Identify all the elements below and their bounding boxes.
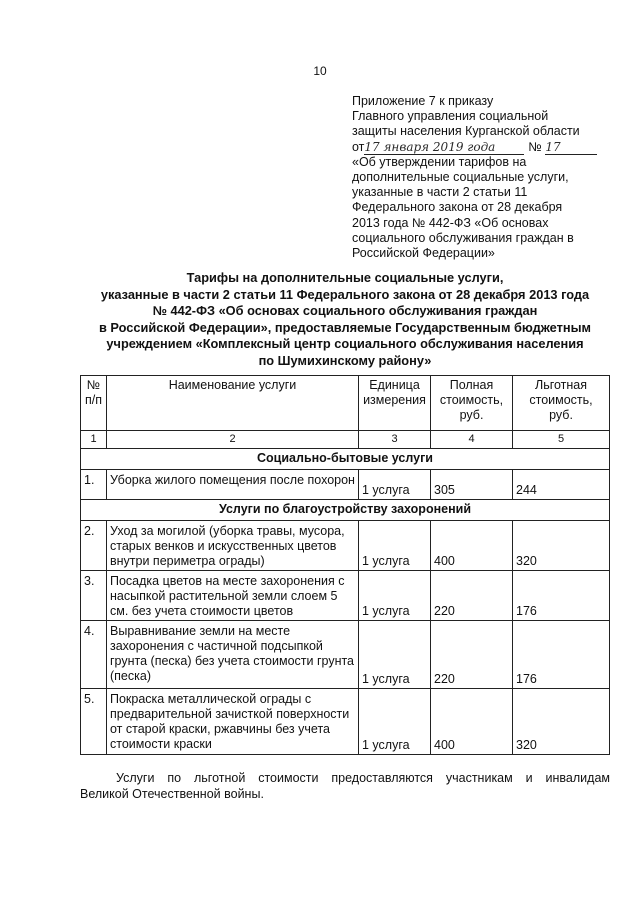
header-num: № п/п [81,376,107,431]
table-header-row [81,376,610,431]
row-number: 4. [81,621,107,689]
column-index: 5 [513,431,610,449]
document-title [80,270,610,370]
date-prefix: от [352,139,365,154]
subject-line: «Об утверждении тарифов на [352,154,527,169]
handwritten-number: 17 [545,140,597,155]
subject-line: 2013 года № 442-ФЗ «Об основах [352,215,549,230]
title-line: Тарифы на дополнительные социальные услуги, [186,270,504,285]
page-number: 10 [313,64,327,78]
column-index: 4 [431,431,513,449]
column-index: 1 [81,431,107,449]
row-number: 1. [81,470,107,500]
appendix-block [352,94,592,261]
discount-cost-cell: 176 [513,621,610,689]
service-name: Выравнивание земли на месте захоронения с частичной подсыпкой грунта (песка) без учета стоимости грунта (песка) [107,621,359,689]
title-line: указанные в части 2 статьи 11 Федерального закона от 28 декабря 2013 года [100,286,590,302]
header-name: Наименование услуги [107,376,359,431]
full-cost-cell: 400 [431,521,513,571]
appendix-line: защиты населения Курганской области [352,124,580,139]
row-number: 2. [81,521,107,571]
full-cost-cell: 305 [431,470,513,500]
column-index: 3 [359,431,431,449]
discount-cost-cell: 320 [513,521,610,571]
section-row [81,500,610,521]
subject-line: социального обслуживания граждан в [352,230,574,245]
column-index-row [81,431,610,449]
table-row [81,470,610,500]
appendix-line: Приложение 7 к приказу [352,94,494,108]
unit-cell: 1 услуга [359,521,431,571]
service-name: Покраска металлической ограды с предварительной зачисткой поверхности от старой краски, ржавчины без учета стоимости краски [107,689,359,755]
subject-line: дополнительные социальные услуги, [352,170,569,185]
section-title: Социально-бытовые услуги [81,449,610,470]
subject-line: указанные в части 2 статьи 11 [352,185,528,200]
unit-cell: 1 услуга [359,621,431,689]
table-row [81,689,610,755]
title-line: в Российской Федерации», предоставляемые Государственным бюджетным [98,319,591,335]
unit-cell: 1 услуга [359,689,431,755]
service-name: Уборка жилого помещения после похорон [107,470,359,500]
title-line: по Шумихинскому району» [258,352,432,368]
footnote-line: Великой Отечественной войны. [80,787,264,801]
appendix-date-line [352,140,592,155]
discount-cost-cell: 176 [513,571,610,621]
table-row [81,521,610,571]
number-prefix: № [528,139,542,154]
row-number: 5. [81,689,107,755]
title-line: учреждением «Комплексный центр социального обслуживания населения [106,336,584,352]
footnote [80,770,610,802]
column-index: 2 [107,431,359,449]
handwritten-date: 17 января 2019 года [364,140,524,155]
subject-line: Российской Федерации» [352,246,495,261]
table-row [81,571,610,621]
full-cost-cell: 220 [431,621,513,689]
appendix-line: Главного управления социальной [352,109,549,124]
title-line: № 442-ФЗ «Об основах социального обслуживания граждан [152,303,538,319]
discount-cost-cell: 244 [513,470,610,500]
header-unit: Единица измерения [359,376,431,431]
discount-cost-cell: 320 [513,689,610,755]
section-row [81,449,610,470]
unit-cell: 1 услуга [359,571,431,621]
row-number: 3. [81,571,107,621]
footnote-line: Услуги по льготной стоимости предоставляются участникам и инвалидам [116,771,610,785]
header-discount-cost: Льготная стоимость, руб. [513,376,610,431]
service-name: Посадка цветов на месте захоронения с насыпкой растительной земли слоем 5 см. без учета стоимости цветов [107,571,359,621]
table-row [81,621,610,689]
subject-line: Федерального закона от 28 декабря [352,200,563,215]
header-full-cost: Полная стоимость, руб. [431,376,513,431]
service-name: Уход за могилой (уборка травы, мусора, старых венков и искусственных цветов внутри периметра ограды) [107,521,359,571]
unit-cell: 1 услуга [359,470,431,500]
section-title: Услуги по благоустройству захоронений [81,500,610,521]
full-cost-cell: 400 [431,689,513,755]
tariffs-table [80,375,610,755]
full-cost-cell: 220 [431,571,513,621]
